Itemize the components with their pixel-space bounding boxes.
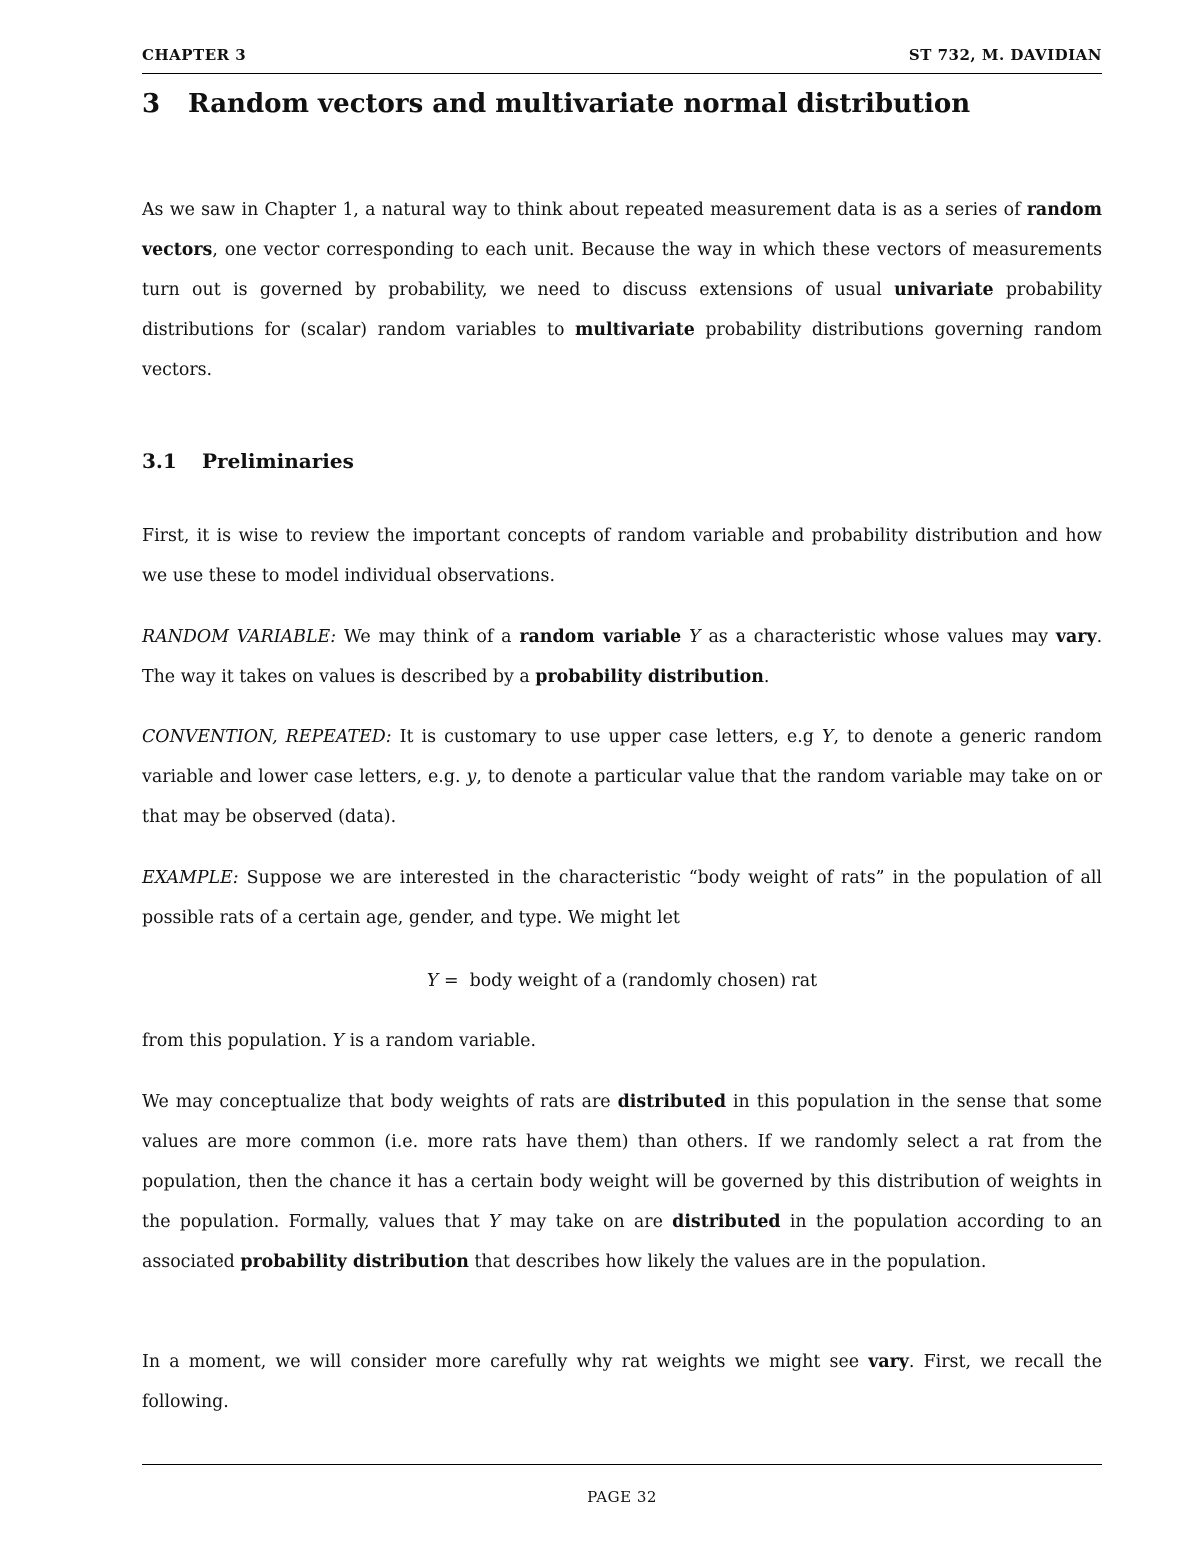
- intro-paragraph: [142, 190, 1102, 390]
- concept-bold-probability-distribution: probability distribution: [240, 1252, 469, 1272]
- running-header: [142, 46, 1102, 68]
- rv-bold-vary: vary: [1055, 627, 1097, 647]
- header-course-author: ST 732, M. DAVIDIAN: [908, 46, 1102, 64]
- convention-paragraph: [142, 717, 1102, 837]
- concept-bold-distributed-1: distributed: [617, 1092, 726, 1112]
- chapter-title: [142, 86, 1102, 122]
- concept-var-y: Y: [488, 1212, 501, 1232]
- first-paragraph: First, it is wise to review the important concepts of random variable and probability distribution and how we use these to model individual observations.: [142, 526, 1102, 586]
- rv-text-2: as a characteristic whose values may: [708, 627, 1049, 647]
- from-text-2: is a random variable.: [349, 1031, 536, 1051]
- conceptualize-paragraph: [142, 1082, 1102, 1282]
- rv-var-y: Y: [689, 627, 701, 647]
- equation-display: [142, 961, 1102, 1001]
- intro-text-4: probability distributions governing random vectors.: [142, 320, 1102, 380]
- rv-text-3: . The way it takes on values is described by a: [142, 627, 1103, 687]
- rv-text-4: .: [763, 667, 770, 687]
- section-title-text: Preliminaries: [202, 449, 354, 473]
- intro-text-1: As we saw in Chapter 1, a natural way to think about repeated measurement data is as a series of: [142, 200, 1021, 220]
- moment-text-2: . First, we recall the following.: [142, 1352, 1102, 1412]
- rv-text-1: We may think of a: [343, 627, 512, 647]
- conv-text-2: , to denote a generic random variable and lower case letters, e.g.: [142, 727, 1102, 787]
- chapter-number: 3: [142, 89, 161, 119]
- section-number: 3.1: [142, 449, 177, 473]
- equation-equals: =: [443, 971, 459, 991]
- concept-text-2: in this population in the sense that some values are more common (i.e. more rats have them) than others. If we randomly select a rat from the population, then the chance it has a certain body weight will be governed by this distribution of weights in the population. Formally, values that: [142, 1092, 1102, 1232]
- section-title: [142, 446, 1102, 476]
- example-paragraph: [142, 858, 1102, 938]
- random-variable-paragraph: [142, 617, 1102, 697]
- chapter-title-text: Random vectors and multivariate normal distribution: [188, 89, 971, 119]
- from-var-y: Y: [332, 1031, 345, 1051]
- concept-text-3: may take on are: [509, 1212, 663, 1232]
- intro-text-3: probability distributions for (scalar) random variables to: [142, 280, 1102, 340]
- equation-rhs: body weight of a (randomly chosen) rat: [469, 971, 818, 991]
- footer-rule: [142, 1464, 1102, 1465]
- conv-var-y-upper: Y: [821, 727, 834, 747]
- intro-text-2: , one vector corresponding to each unit. Because the way in which these vectors of measurements turn out is governed by probability, we need to discuss extensions of usual: [142, 240, 1102, 300]
- page-number: PAGE 32: [587, 1488, 657, 1506]
- moment-paragraph: [142, 1342, 1102, 1422]
- header-chapter: CHAPTER 3: [142, 46, 247, 64]
- example-label: EXAMPLE:: [142, 868, 239, 888]
- from-population-paragraph: [142, 1021, 1102, 1061]
- convention-label: CONVENTION, REPEATED:: [142, 727, 392, 747]
- intro-bold-univariate: univariate: [894, 280, 994, 300]
- random-variable-label: RANDOM VARIABLE:: [142, 627, 337, 647]
- rv-bold-probability-distribution: probability distribution: [535, 667, 764, 687]
- concept-text-4: in the population according to an associated: [142, 1212, 1103, 1272]
- moment-bold-vary: vary: [868, 1352, 909, 1372]
- concept-bold-distributed-2: distributed: [672, 1212, 781, 1232]
- equation-lhs: Y: [426, 971, 439, 991]
- intro-bold-random-vectors: random vectors: [142, 200, 1103, 260]
- intro-bold-multivariate: multivariate: [574, 320, 695, 340]
- from-text-1: from this population.: [142, 1031, 328, 1051]
- example-text-1: Suppose we are interested in the characteristic “body weight of rats” in the population of all possible rats of a certain age, gender, and type. We might let: [142, 868, 1102, 928]
- rv-bold-random-variable: random variable: [519, 627, 682, 647]
- moment-text-1: In a moment, we will consider more carefully why rat weights we might see: [142, 1352, 860, 1372]
- concept-text-5: that describes how likely the values are in the population.: [474, 1252, 987, 1272]
- concept-text-1: We may conceptualize that body weights of rats are: [142, 1092, 611, 1112]
- conv-text-1: It is customary to use upper case letters, e.g: [399, 727, 814, 747]
- conv-text-3: , to denote a particular value that the random variable may take on or that may be observed (data).: [142, 767, 1102, 827]
- header-rule: [142, 73, 1102, 74]
- conv-var-y-lower: y: [466, 767, 477, 787]
